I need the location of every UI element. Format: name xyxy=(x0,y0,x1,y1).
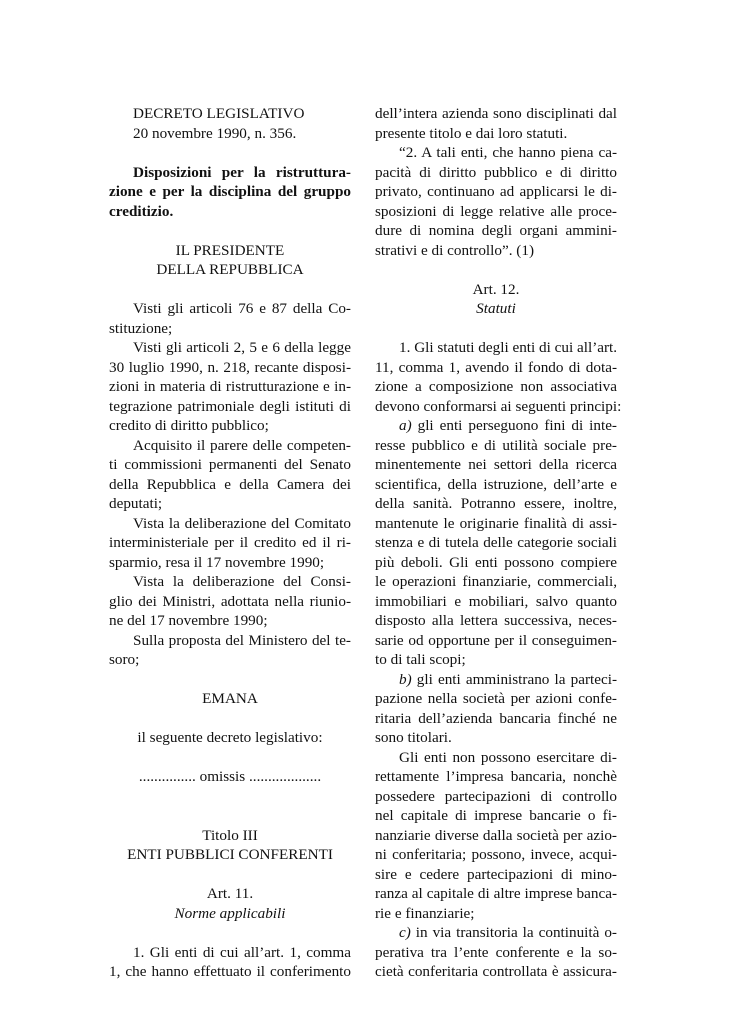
article-paragraph: Gli enti non possono esercitare di- rettamente l’impresa bancaria, nonchè possedere partecipazioni di controllo nel capitale di imprese bancarie o fi- nanziarie diverse dalla società per azio- ni conferitaria; possono, invece, acqui- sire e cedere partecipazioni di mino- ranza al capitale di altre imprese banca- rie e finanziarie; xyxy=(375,748,617,922)
preamble-paragraph: Vista la deliberazione del Consi- glio dei Ministri, adottata nella riunio- ne del 17 novembre 1990; xyxy=(109,573,351,629)
article-number: Art. 12. xyxy=(472,280,520,298)
list-letter: c) xyxy=(399,924,411,941)
preamble-paragraph: Vista la deliberazione del Comitato interministeriale per il credito ed il ri- sparmio, resa il 17 novembre 1990; xyxy=(109,514,351,571)
article-paragraph: 1. Gli statuti degli enti di cui all’art. 11, comma 1, avendo il fondo di dota- zione a composizione non associativa devono conformarsi ai seguenti principi: xyxy=(375,339,622,415)
article-title: Norme applicabili xyxy=(174,904,286,922)
left-column xyxy=(109,104,351,982)
list-letter: a) xyxy=(399,417,412,434)
title-heading: Titolo III ENTI PUBBLICI CONFERENTI xyxy=(127,826,333,863)
following-decree-line: il seguente decreto legislativo: xyxy=(137,729,323,746)
list-item-c: c) in via transitoria la continuità o- perativa tra l’ente conferente e la so- cietà conferitaria controllata è assicura- xyxy=(375,924,617,980)
article-number: Art. 11. xyxy=(206,885,254,902)
list-item-a: a) gli enti perseguono fini di inte- resse pubblico e di utilità sociale pre- minentemente nei settori della ricerca scientifica, della istruzione, dell’arte e della sanità. Potranno essere, inoltre, mantenute le originarie finalità di assi- stenza e di tutela delle categorie sociali più deboli. Gli enti possono compiere le operazioni finanziarie, commerciali, immobiliari e mobiliari, salvo quanto disposto alla lettera successiva, neces- sarie od opportune per il conseguimen- to di tali scopi; xyxy=(375,417,617,668)
list-item-b: b) gli enti amministrano la parteci- pazione nella società per azioni confe- ritaria dell’azienda bancaria finché ne sono titolari. xyxy=(375,670,617,746)
article-paragraph: 1. Gli enti di cui all’art. 1, comma 1, che hanno effettuato il conferimento xyxy=(109,943,351,980)
president-heading: IL PRESIDENTE DELLA REPUBBLICA xyxy=(156,241,304,278)
article-paragraph: dell’intera azienda sono disciplinati dal presente titolo e dai loro statuti. xyxy=(375,105,617,142)
decree-subject: Disposizioni per la ristruttura- zione e per la disciplina del gruppo creditizio. xyxy=(109,163,351,220)
decree-type: DECRETO LEGISLATIVO xyxy=(133,105,305,122)
preamble-paragraph: Visti gli articoli 76 e 87 della Co- stituzione; xyxy=(109,300,351,337)
decree-date: 20 novembre 1990, n. 356. xyxy=(133,124,297,142)
article-12-heading xyxy=(375,280,617,319)
list-letter: b) xyxy=(399,670,412,688)
preamble-paragraph: Acquisito il parere delle competen- ti commissioni permanenti del Senato della Repubblica e della Camera dei deputati; xyxy=(109,436,351,512)
article-11-heading xyxy=(109,884,351,923)
article-title: Statuti xyxy=(476,300,516,317)
omissis-line: ............... omissis ................... xyxy=(138,768,322,785)
preamble-paragraph: Sulla proposta del Ministero del te- soro; xyxy=(109,631,351,668)
decree-header xyxy=(109,104,351,143)
emana-heading: EMANA xyxy=(202,690,258,707)
right-column xyxy=(375,104,622,982)
preamble-paragraph: Visti gli articoli 2, 5 e 6 della legge 30 luglio 1990, n. 218, recante disposi- zioni in materia di ristrutturazione e in- tegrazione patrimoniale degli istituti di credito di diritto pubblico; xyxy=(109,339,351,434)
article-paragraph: “2. A tali enti, che hanno piena ca- pacità di diritto pubblico e di diritto privato, continuano ad applicarsi le di- sposizioni di legge relative alle proce- dure di nomina degli organi ammini- strativi e di controllo”. (1) xyxy=(375,144,617,259)
